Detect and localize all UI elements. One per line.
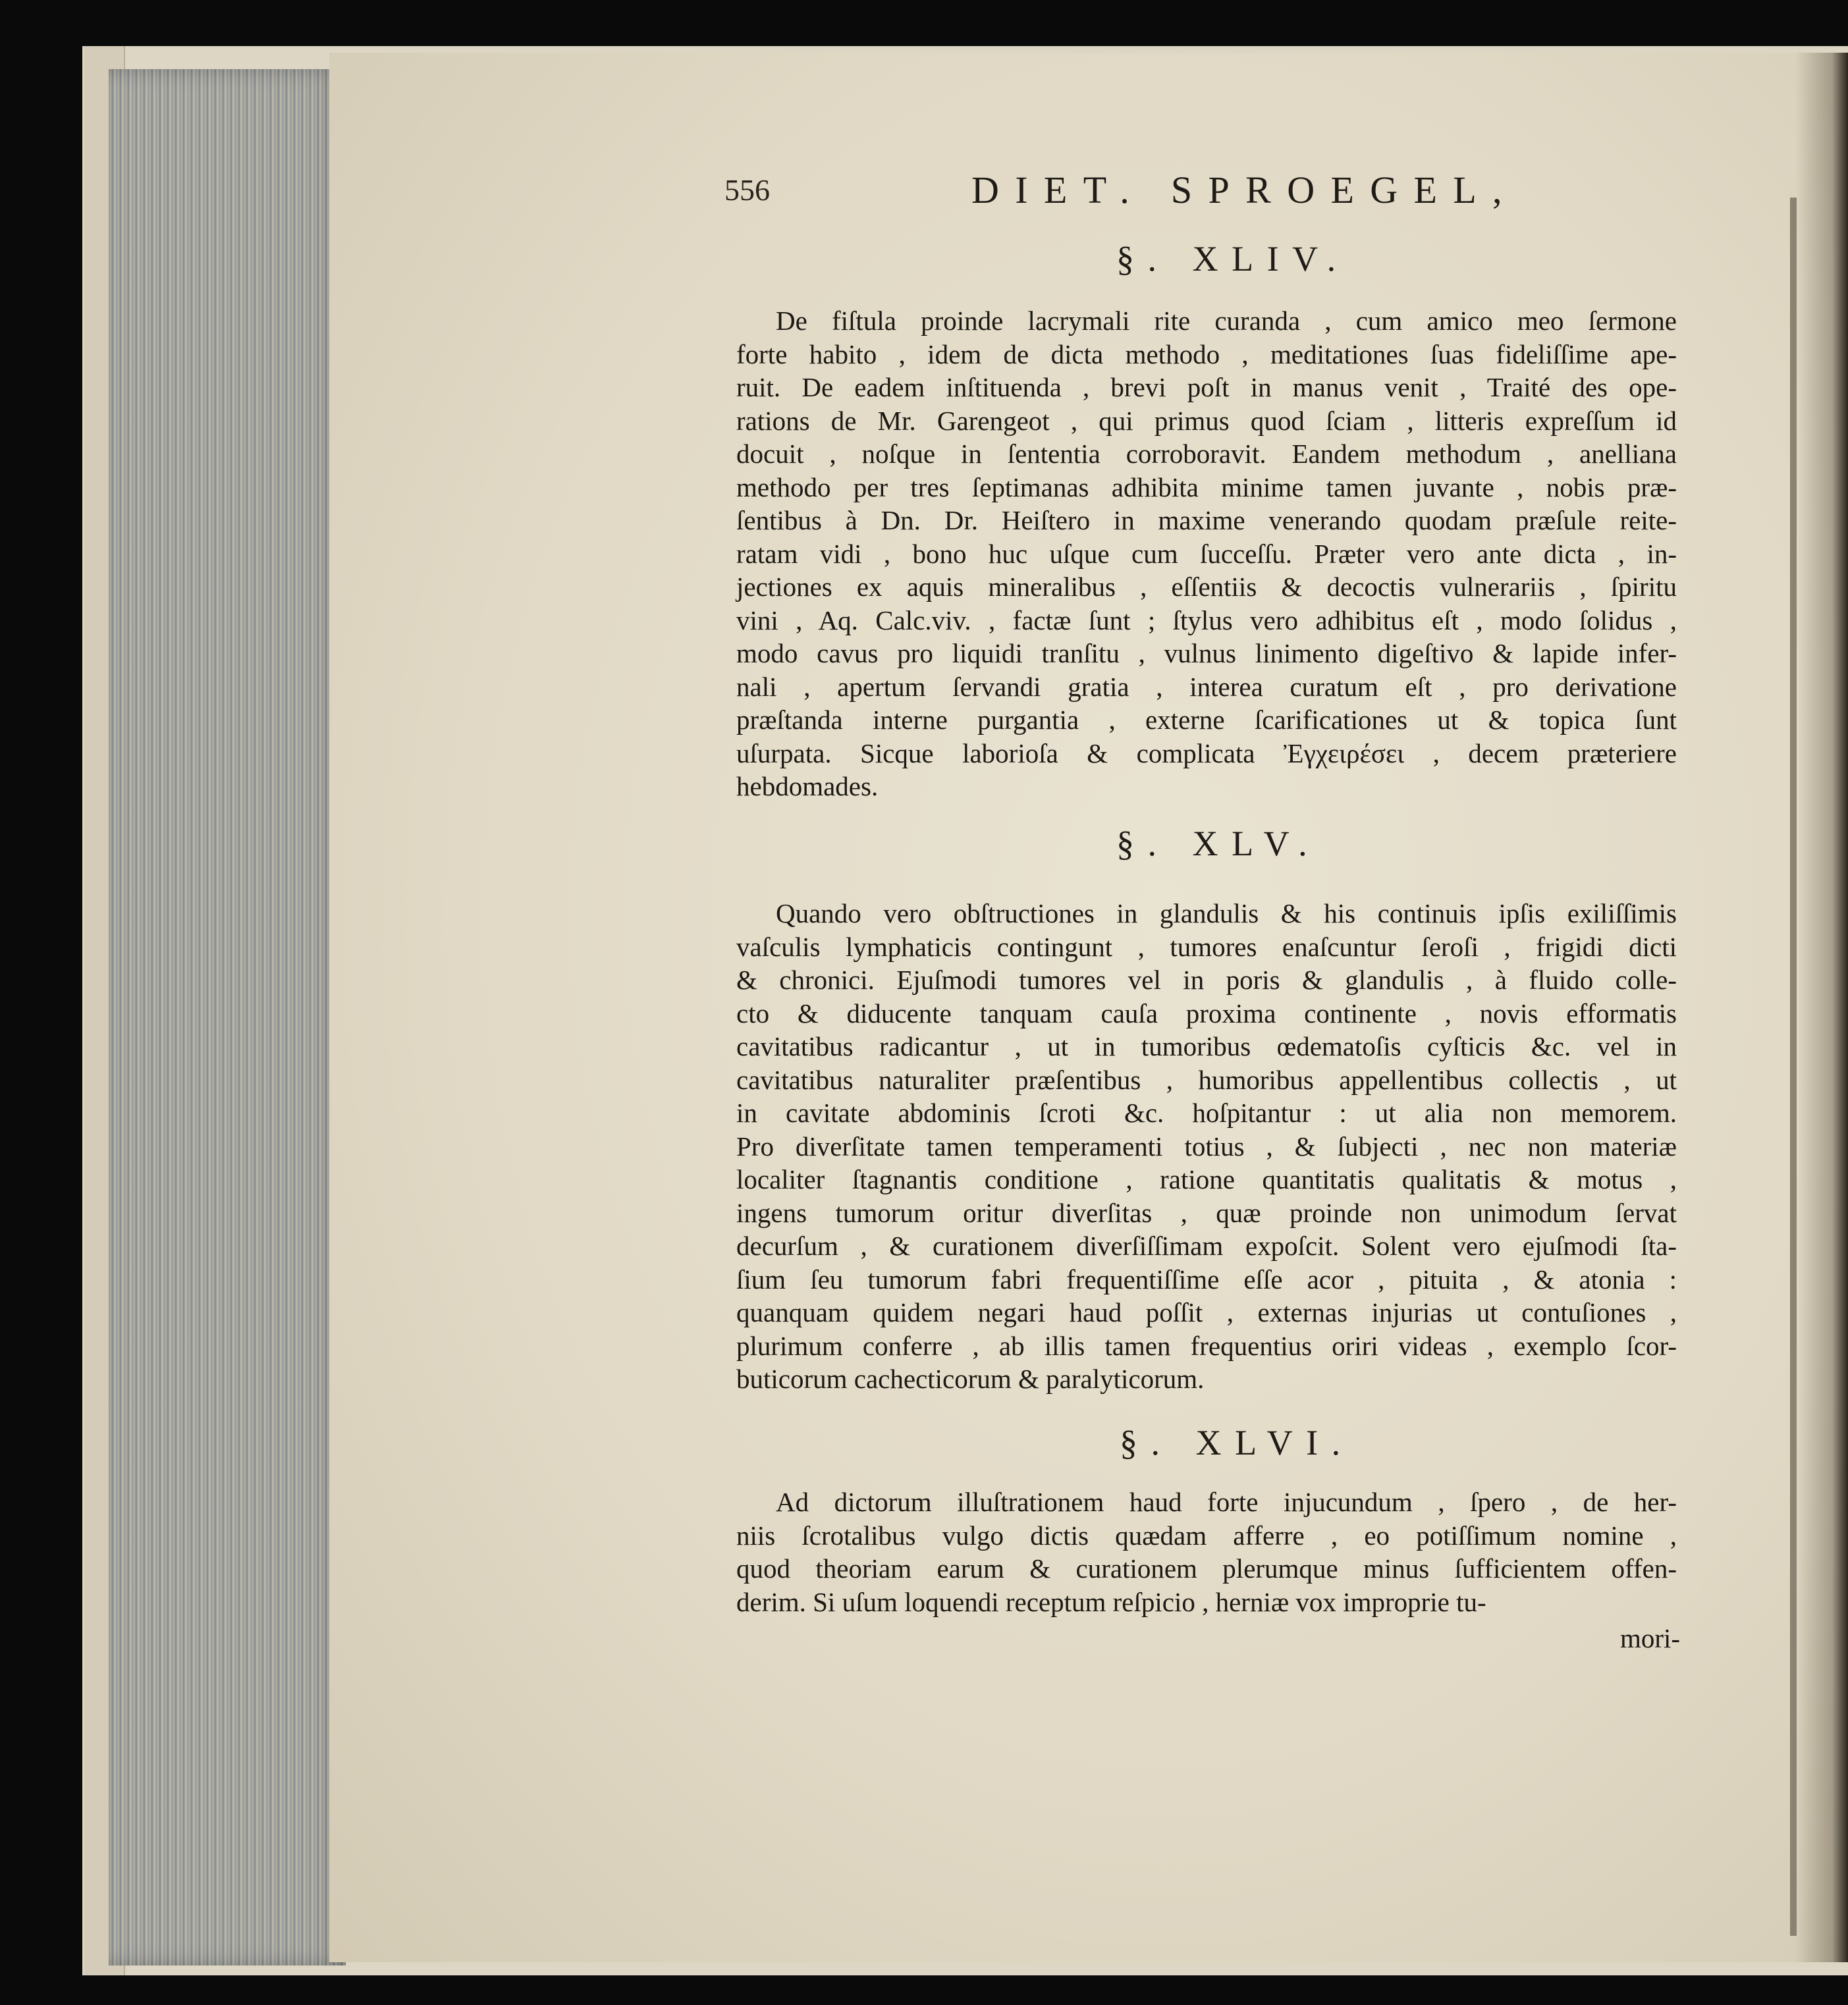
text-line: forte habito , idem de dicta methodo , meditationes ſuas fideliſſime ape- (736, 338, 1677, 369)
page-number: 556 (724, 173, 770, 207)
text-line: hebdomades. (736, 771, 879, 801)
text-line: buticorum cachecticorum & paralyticorum. (736, 1364, 1205, 1394)
text-line: derim. Si uſum loquendi receptum reſpicio , herniæ vox improprie tu- (736, 1586, 1486, 1617)
next-page-edge (1790, 198, 1797, 1936)
text-line: Pro diverſitate tamen temperamenti totius , & ſubjecti , nec non materiæ (736, 1131, 1677, 1162)
text-line: & chronici. Ejuſmodi tumores vel in poris & glandulis , à fluido colle- (736, 965, 1677, 995)
text-line: Ad dictorum illuſtrationem haud forte injucundum , ſpero , de her- (776, 1487, 1677, 1517)
text-line: ratam vidi , bono huc uſque cum ſucceſſu. Præter vero ante dicta , in- (736, 538, 1677, 569)
text-line: uſurpata. Sicque laborioſa & complicata Ἐγχειρέσει , decem præteriere (736, 737, 1677, 768)
text-line: localiter ſtagnantis conditione , ratione quantitatis qualitatis & motus , (736, 1164, 1677, 1194)
text-line: cavitatibus radicantur , ut in tumoribus œdematoſis cyſticis &c. vel in (736, 1031, 1677, 1061)
text-line: plurimum conferre , ab illis tamen frequentius oriri videas , exemplo ſcor- (736, 1330, 1677, 1361)
text-line: præſtanda interne purgantia , externe ſcarificationes ut & topica ſunt (736, 705, 1677, 735)
text-line: methodo per tres ſeptimanas adhibita minime tamen juvante , nobis præ- (736, 471, 1677, 502)
text-line: quod theoriam earum & curationem plerumque minus ſufficientem offen- (736, 1553, 1677, 1584)
text-line: vaſculis lymphaticis contingunt , tumores enaſcuntur ſeroſi , frigidi dicti (736, 931, 1677, 962)
text-line: ſentibus à Dn. Dr. Heiſtero in maxime venerando quodam præſule reite- (736, 505, 1677, 535)
text-line: quanquam quidem negari haud poſſit , externas injurias ut contuſiones , (736, 1297, 1677, 1327)
section-44-paragraph (736, 304, 1677, 803)
text-line: ſium ſeu tumorum fabri frequentiſſime eſſe acor , pituita , & atonia : (736, 1264, 1677, 1295)
text-line: ruit. De eadem inſtituenda , brevi poſt in manus venit , Traité des ope- (736, 372, 1677, 402)
text-line: cavitatibus naturaliter præſentibus , humoribus appellentibus collectis , ut (736, 1064, 1677, 1095)
text-line: De fiſtula proinde lacrymali rite curanda , cum amico meo ſermone (776, 306, 1677, 336)
section-heading-44: §. XLIV. (1116, 239, 1349, 279)
section-heading-45: §. XLV. (1116, 824, 1321, 863)
page-gutter (1795, 53, 1848, 1962)
section-heading-46: §. XLVI. (1120, 1423, 1354, 1462)
text-line: jectiones ex aquis mineralibus , eſſentiis & decoctis vulnerariis , ſpiritu (736, 572, 1677, 602)
text-line: rations de Mr. Garengeot , qui primus quod ſciam , litteris expreſſum id (736, 405, 1677, 436)
section-46-paragraph (736, 1485, 1677, 1618)
text-line: cto & diducente tanquam cauſa proxima continente , novis efformatis (736, 998, 1677, 1029)
text-line: nali , apertum ſervandi gratia , interea curatum eſt , pro derivatione (736, 671, 1677, 702)
text-line: Quando vero obſtructiones in glandulis & his continuis ipſis exiliſſimis (776, 898, 1677, 928)
text-line: modo cavus pro liquidi tranſitu , vulnus linimento digeſtivo & lapide infer- (736, 638, 1677, 668)
catchword: mori- (1620, 1623, 1681, 1653)
text-line: decurſum , & curationem diverſiſſimam expoſcit. Solent vero ejuſmodi ſta- (736, 1231, 1677, 1261)
text-line: ingens tumorum oritur diverſitas , quæ proinde non unimodum ſervat (736, 1197, 1677, 1228)
running-head-title: DIET. SPROEGEL, (971, 169, 1518, 211)
text-line: vini , Aq. Calc.viv. , factæ ſunt ; ſtylus vero adhibitus eſt , modo ſolidus , (736, 604, 1677, 635)
section-45-paragraph (736, 897, 1677, 1396)
text-line: in cavitate abdominis ſcroti &c. hoſpitantur : ut alia non memorem. (736, 1098, 1677, 1128)
page-fore-edge (109, 69, 346, 1965)
text-line: niis ſcrotalibus vulgo dictis quædam afferre , eo potiſſimum nomine , (736, 1520, 1677, 1551)
text-line: docuit , noſque in ſententia corroboravit. Eandem methodum , anelliana (736, 439, 1677, 469)
